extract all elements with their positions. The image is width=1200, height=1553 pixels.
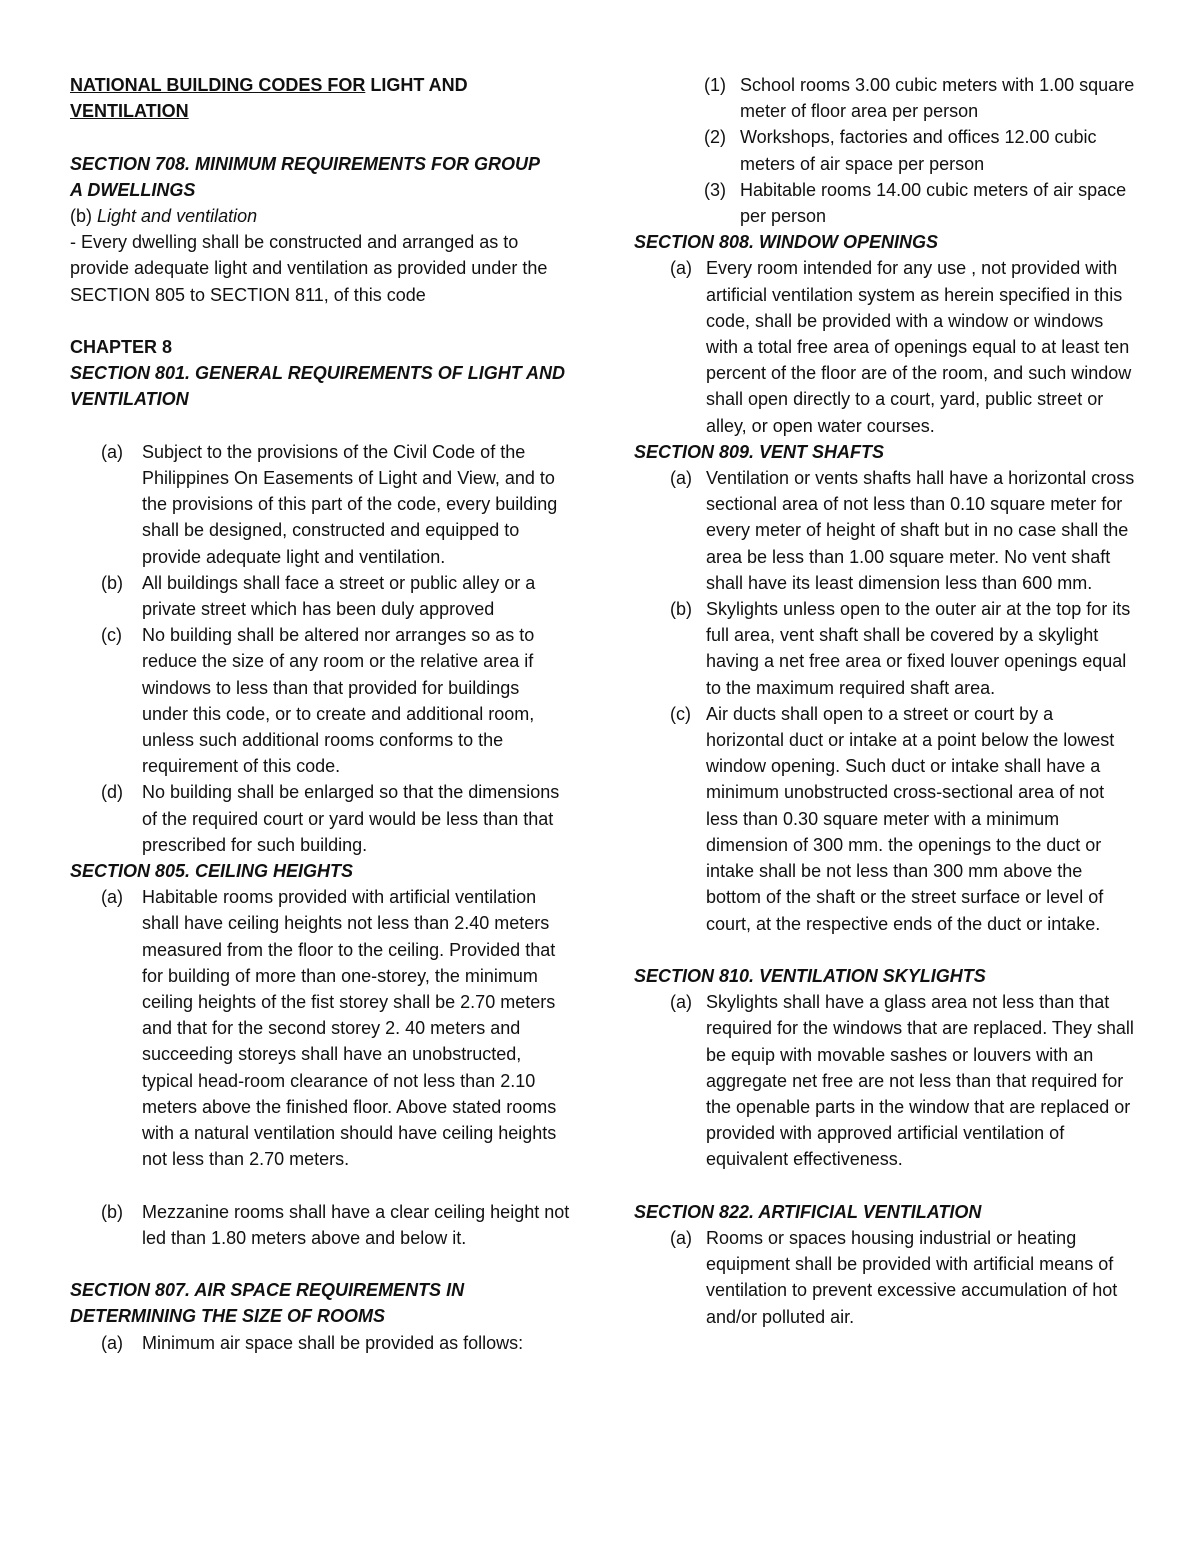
list-item (670, 1225, 1136, 1330)
section-801-heading: SECTION 801. GENERAL REQUIREMENTS OF LIGHT AND (70, 363, 566, 384)
list-item (101, 1199, 570, 1251)
section-805-heading: SECTION 805. CEILING HEIGHTS (70, 861, 354, 882)
item-text: Skylights shall have a glass area not less than that required for the windows that are replaced. They shall be equip with movable sashes or louvers with an aggregate net free are not less than that required for the openable parts in the window that are replaced or provided with approved artificial ventilation of equivalent effectiveness. (706, 992, 1134, 1170)
list-item (101, 779, 570, 858)
list-item (101, 622, 570, 779)
list-item (101, 884, 570, 1172)
list-item (670, 596, 1136, 701)
list-item (704, 124, 1136, 176)
right-column (634, 72, 1136, 1330)
section-801-heading-line2: VENTILATION (70, 389, 189, 410)
section-807-heading: SECTION 807. AIR SPACE REQUIREMENTS IN (70, 1280, 465, 1301)
item-text: All buildings shall face a street or public alley or a private street which has been duly approved (142, 572, 536, 620)
spacer (70, 1172, 570, 1198)
item-text: Habitable rooms 14.00 cubic meters of air space per person (740, 179, 1127, 227)
item-text: School rooms 3.00 cubic meters with 1.00 square meter of floor area per person (740, 75, 1135, 122)
section-801-list (70, 439, 570, 858)
section-808-list (634, 255, 1136, 438)
spacer (70, 413, 570, 439)
item-text: Mezzanine rooms shall have a clear ceiling height not led than 1.80 meters above and below it. (142, 1201, 570, 1248)
item-text: Subject to the provisions of the Civil Code of the Philippines On Easements of Light and View, and to the provisions of this part of the code, every building shall be designed, constructed and equipped to provide adequate light and ventilation. (142, 441, 558, 567)
item-text: Workshops, factories and offices 12.00 cubic meters of air space per person (740, 127, 1097, 174)
section-809-heading: SECTION 809. VENT SHAFTS (634, 441, 885, 462)
section-810-list (634, 989, 1136, 1172)
item-text: No building shall be enlarged so that the dimensions of the required court or yard would be less than that prescribed for such building. (142, 782, 560, 855)
subheading-text: Light and ventilation (97, 206, 258, 226)
item-label: (1) (704, 75, 726, 95)
spacer (634, 1173, 1136, 1199)
list-item (670, 701, 1136, 937)
list-item (704, 177, 1136, 229)
item-text: Habitable rooms provided with artificial ventilation shall have ceiling heights not less than 2.40 meters measured from the floor to the ceiling. Provided that for building of more than one-storey, the minimum ceiling heights of the fist storey shall be 2.70 meters and that for the second storey 2. 40 meters and succeeding storeys shall have an unobstructed, typical head-room clearance of not less than 2.10 meters above the finished floor. Above stated rooms with a natural ventilation should have ceiling heights not less than 2.70 meters. (142, 887, 557, 1170)
item-label: (b) (101, 1201, 123, 1222)
title-underlined: NATIONAL BUILDING CODES FOR (70, 75, 366, 95)
section-708-body: - Every dwelling shall be constructed and arranged as to provide adequate light and ventilation as provided under the SECTION 805 to SECTION 811, of this code (70, 232, 548, 305)
left-column (70, 72, 570, 1356)
list-item (704, 72, 1136, 124)
item-label: (b) (670, 599, 692, 620)
item-text: Ventilation or vents shafts hall have a horizontal cross sectional area of not less than 0.10 square meter for every meter of height of shaft but in no case shall the area be less than 1.00 square meter. No vent shaft shall have its least dimension less than 600 mm. (706, 468, 1135, 593)
item-label: (c) (101, 625, 122, 646)
spacer (70, 124, 570, 150)
item-label: (3) (704, 179, 726, 200)
item-label: (d) (101, 782, 123, 803)
section-822-heading: SECTION 822. ARTIFICIAL VENTILATION (634, 1201, 982, 1222)
item-label: (a) (670, 992, 692, 1013)
list-item (670, 465, 1136, 596)
chapter-heading: CHAPTER 8 (70, 337, 173, 357)
document-title-line2: VENTILATION (70, 101, 189, 122)
item-label: (a) (101, 887, 123, 908)
item-label: (a) (670, 1227, 692, 1248)
item-label: (a) (101, 1332, 123, 1353)
section-708-heading: SECTION 708. MINIMUM REQUIREMENTS FOR GROUP (70, 153, 541, 174)
section-809-list (634, 465, 1136, 937)
list-item (101, 570, 570, 622)
item-label: (c) (670, 703, 691, 724)
item-label: (2) (704, 127, 726, 148)
item-text: Every room intended for any use , not provided with artificial ventilation system as herein specified in this code, shall be provided with a window or windows with a total free area of openings equal to at least ten percent of the floor are of the room, and such window shall open directly to a court, yard, public street or alley, or open water courses. (706, 258, 1132, 436)
section-808-heading: SECTION 808. WINDOW OPENINGS (634, 232, 939, 253)
item-label: (b) (101, 572, 123, 593)
section-708-subheading (70, 203, 570, 229)
section-807-heading-line2: DETERMINING THE SIZE OF ROOMS (70, 1306, 386, 1327)
document-title (70, 72, 570, 98)
item-label: (a) (670, 468, 692, 489)
list-item (670, 989, 1136, 1172)
section-822-list (634, 1225, 1136, 1330)
list-item (101, 439, 570, 570)
spacer (70, 308, 570, 334)
title-rest: LIGHT AND (365, 75, 468, 95)
item-text: Minimum air space shall be provided as follows: (142, 1332, 524, 1353)
item-text: Rooms or spaces housing industrial or heating equipment shall be provided with artificial means of ventilation to prevent excessive accumulation of hot and/or polluted air. (706, 1227, 1118, 1327)
item-label: (a) (670, 258, 692, 279)
spacer (634, 937, 1136, 963)
section-810-heading: SECTION 810. VENTILATION SKYLIGHTS (634, 965, 986, 986)
item-label: (a) (101, 441, 123, 462)
list-item (101, 1330, 570, 1356)
spacer (70, 1251, 570, 1277)
section-708-heading-line2: A DWELLINGS (70, 179, 196, 200)
item-text: Skylights unless open to the outer air at the top for its full area, vent shaft shall be covered by a skylight having a net free area or fixed louver openings equal to the maximum required shaft area. (706, 599, 1131, 698)
section-807-sublist (634, 72, 1136, 229)
subheading-label: (b) (70, 206, 97, 226)
item-text: No building shall be altered nor arranges so as to reduce the size of any room or the relative area if windows to less than that provided for buildings under this code, or to create and additional room, unless such additional rooms conforms to the requirement of this code. (142, 625, 535, 777)
item-text: Air ducts shall open to a street or court by a horizontal duct or intake at a point below the lowest window opening. Such duct or intake shall have a minimum unobstructed cross-sectional area of not less than 0.30 square meter with a minimum dimension of 300 mm. the openings to the duct or intake shall be not less than 300 mm above the bottom of the shaft or the street surface or level of court, at the respective ends of the duct or intake. (706, 703, 1115, 934)
list-item (670, 255, 1136, 438)
